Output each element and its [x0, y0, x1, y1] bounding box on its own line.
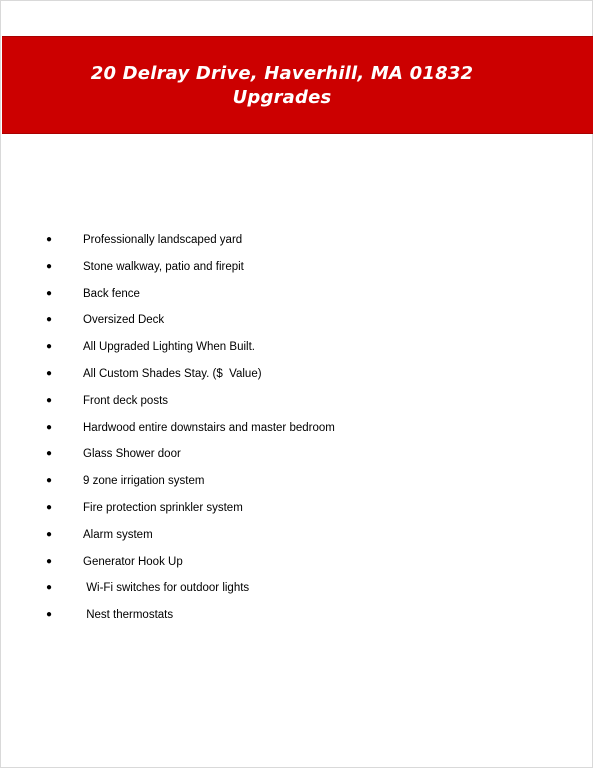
- list-item-label: Alarm system: [83, 528, 153, 541]
- list-item: [0, 605, 593, 632]
- list-item: [0, 444, 593, 471]
- list-item-label: Fire protection sprinkler system: [83, 501, 243, 514]
- bullet-icon: ●: [46, 555, 53, 567]
- list-item: [0, 471, 593, 498]
- bullet-icon: ●: [46, 341, 53, 353]
- list-item-label: All Upgraded Lighting When Built.: [83, 341, 255, 354]
- upgrades-list: [0, 230, 593, 632]
- header-banner: [2, 36, 593, 134]
- list-item: [0, 230, 593, 257]
- bullet-icon: ●: [46, 234, 53, 245]
- list-item: [0, 284, 593, 311]
- list-item-label: Stone walkway, patio and firepit: [83, 260, 244, 273]
- header-title: [72, 62, 492, 110]
- bullet-icon: ●: [46, 367, 53, 379]
- list-item: [0, 578, 593, 605]
- list-item-label: All Custom Shades Stay. ($ Value): [83, 367, 262, 380]
- bullet-icon: ●: [46, 582, 53, 594]
- bullet-icon: ●: [46, 287, 53, 299]
- list-item: [0, 498, 593, 525]
- bullet-icon: ●: [46, 448, 53, 460]
- list-item-label: Back fence: [83, 287, 140, 300]
- bullet-icon: ●: [46, 609, 53, 621]
- header-subtitle: Upgrades: [232, 87, 332, 108]
- list-item: [0, 391, 593, 418]
- list-item: [0, 310, 593, 337]
- list-item: [0, 552, 593, 579]
- list-item-label: Professionally landscaped yard: [83, 234, 243, 246]
- list-item: [0, 364, 593, 391]
- bullet-icon: ●: [46, 260, 53, 272]
- list-item: [0, 257, 593, 284]
- list-item: [0, 337, 593, 364]
- list-item: [0, 525, 593, 552]
- bullet-icon: ●: [46, 501, 53, 513]
- list-item-label: Oversized Deck: [83, 314, 165, 327]
- list-item-label: Nest thermostats: [83, 609, 174, 622]
- bullet-icon: ●: [46, 421, 53, 433]
- header-address: 20 Delray Drive, Haverhill, MA 01832: [90, 63, 474, 84]
- list-item-label: Glass Shower door: [83, 448, 181, 461]
- list-item-label: Front deck posts: [83, 394, 169, 407]
- list-item-label: 9 zone irrigation system: [83, 475, 205, 488]
- list-item-label: Generator Hook Up: [83, 555, 183, 568]
- bullet-icon: ●: [46, 314, 53, 326]
- list-item: [0, 418, 593, 445]
- bullet-icon: ●: [46, 528, 53, 540]
- bullet-icon: ●: [46, 394, 53, 406]
- bullet-icon: ●: [46, 475, 53, 487]
- list-item-label: Wi-Fi switches for outdoor lights: [83, 582, 250, 595]
- list-item-label: Hardwood entire downstairs and master bedroom: [83, 421, 335, 434]
